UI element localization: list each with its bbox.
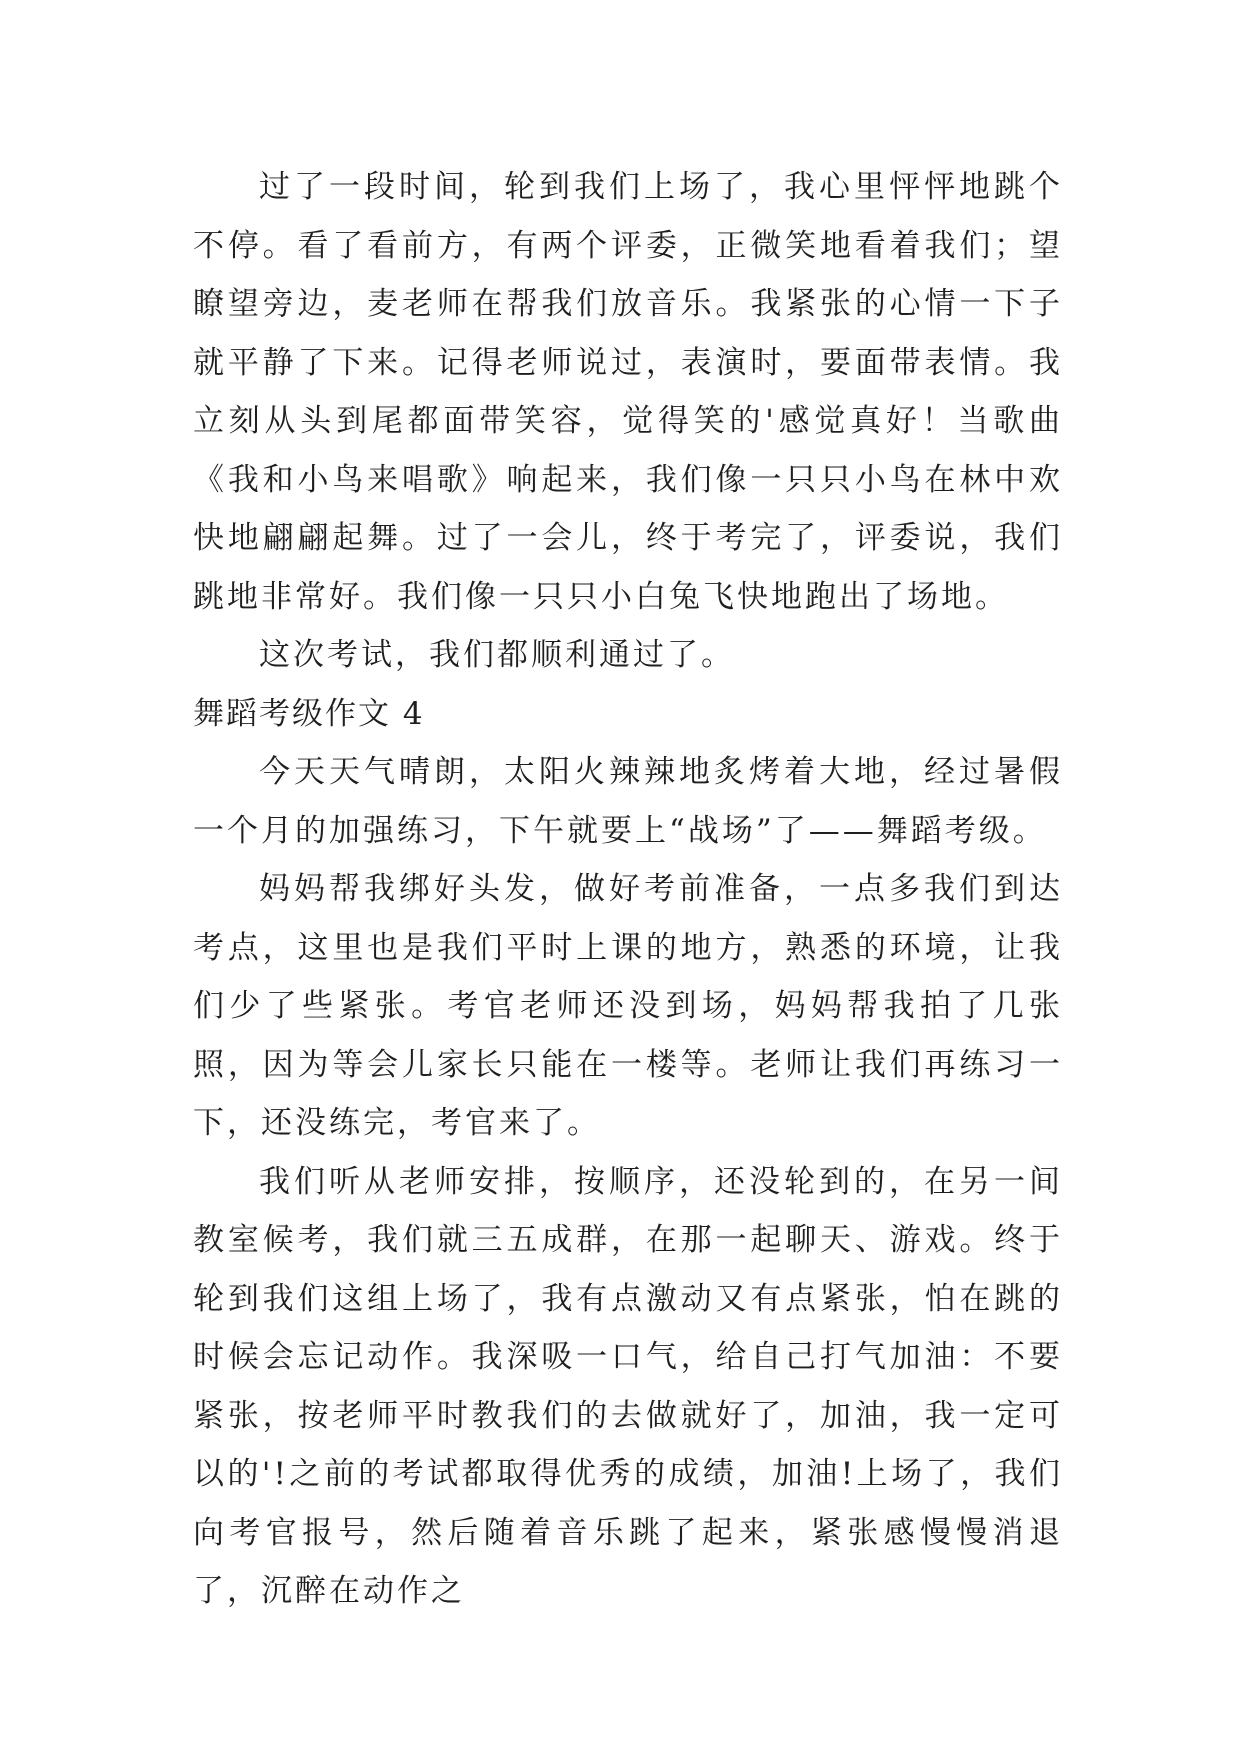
paragraph-passed: 这次考试，我们都顺利通过了。	[259, 637, 735, 673]
section-title: 舞蹈考级作文 4	[193, 695, 425, 732]
paragraph-preparation: 妈妈帮我绑好头发，做好考前准备，一点多我们到达考点，这里也是我们平时上课的地方，熟悉的环境，让我们少了些紧张。考官老师还没到场，妈妈帮我拍了几张照，因为等会儿家长只能在一楼等。老师让我们再练习一下，还没练完，考官来了。	[193, 871, 1063, 1141]
paragraph-performance: 过了一段时间，轮到我们上场了，我心里怦怦地跳个不停。看了看前方，有两个评委，正微笑地看着我们；望瞭望旁边，麦老师在帮我们放音乐。我紧张的心情一下子就平静了下来。记得老师说过，表演时，要面带表情。我立刻从头到尾都面带笑容，觉得笑的'感觉真好！当歌曲《我和小鸟来唱歌》响起来，我们像一只只小鸟在林中欢快地翩翩起舞。过了一会儿，终于考完了，评委说，我们跳地非常好。我们像一只只小白兔飞快地跑出了场地。	[193, 169, 1063, 615]
paragraph-exam: 我们听从老师安排，按顺序，还没轮到的，在另一间教室候考，我们就三五成群，在那一起聊天、游戏。终于轮到我们这组上场了，我有点激动又有点紧张，怕在跳的时候会忘记动作。我深吸一口气，给自己打气加油：不要紧张，按老师平时教我们的去做就好了，加油，我一定可以的'!之前的考试都取得优秀的成绩，加油!上场了，我们向考官报号，然后随着音乐跳了起来，紧张感慢慢消退了，沉醉在动作之	[193, 1163, 1063, 1609]
paragraph-weather: 今天天气晴朗，太阳火辣辣地炙烤着大地，经过暑假一个月的加强练习，下午就要上“战场”了——舞蹈考级。	[193, 754, 1063, 849]
document-body	[193, 158, 1063, 1621]
